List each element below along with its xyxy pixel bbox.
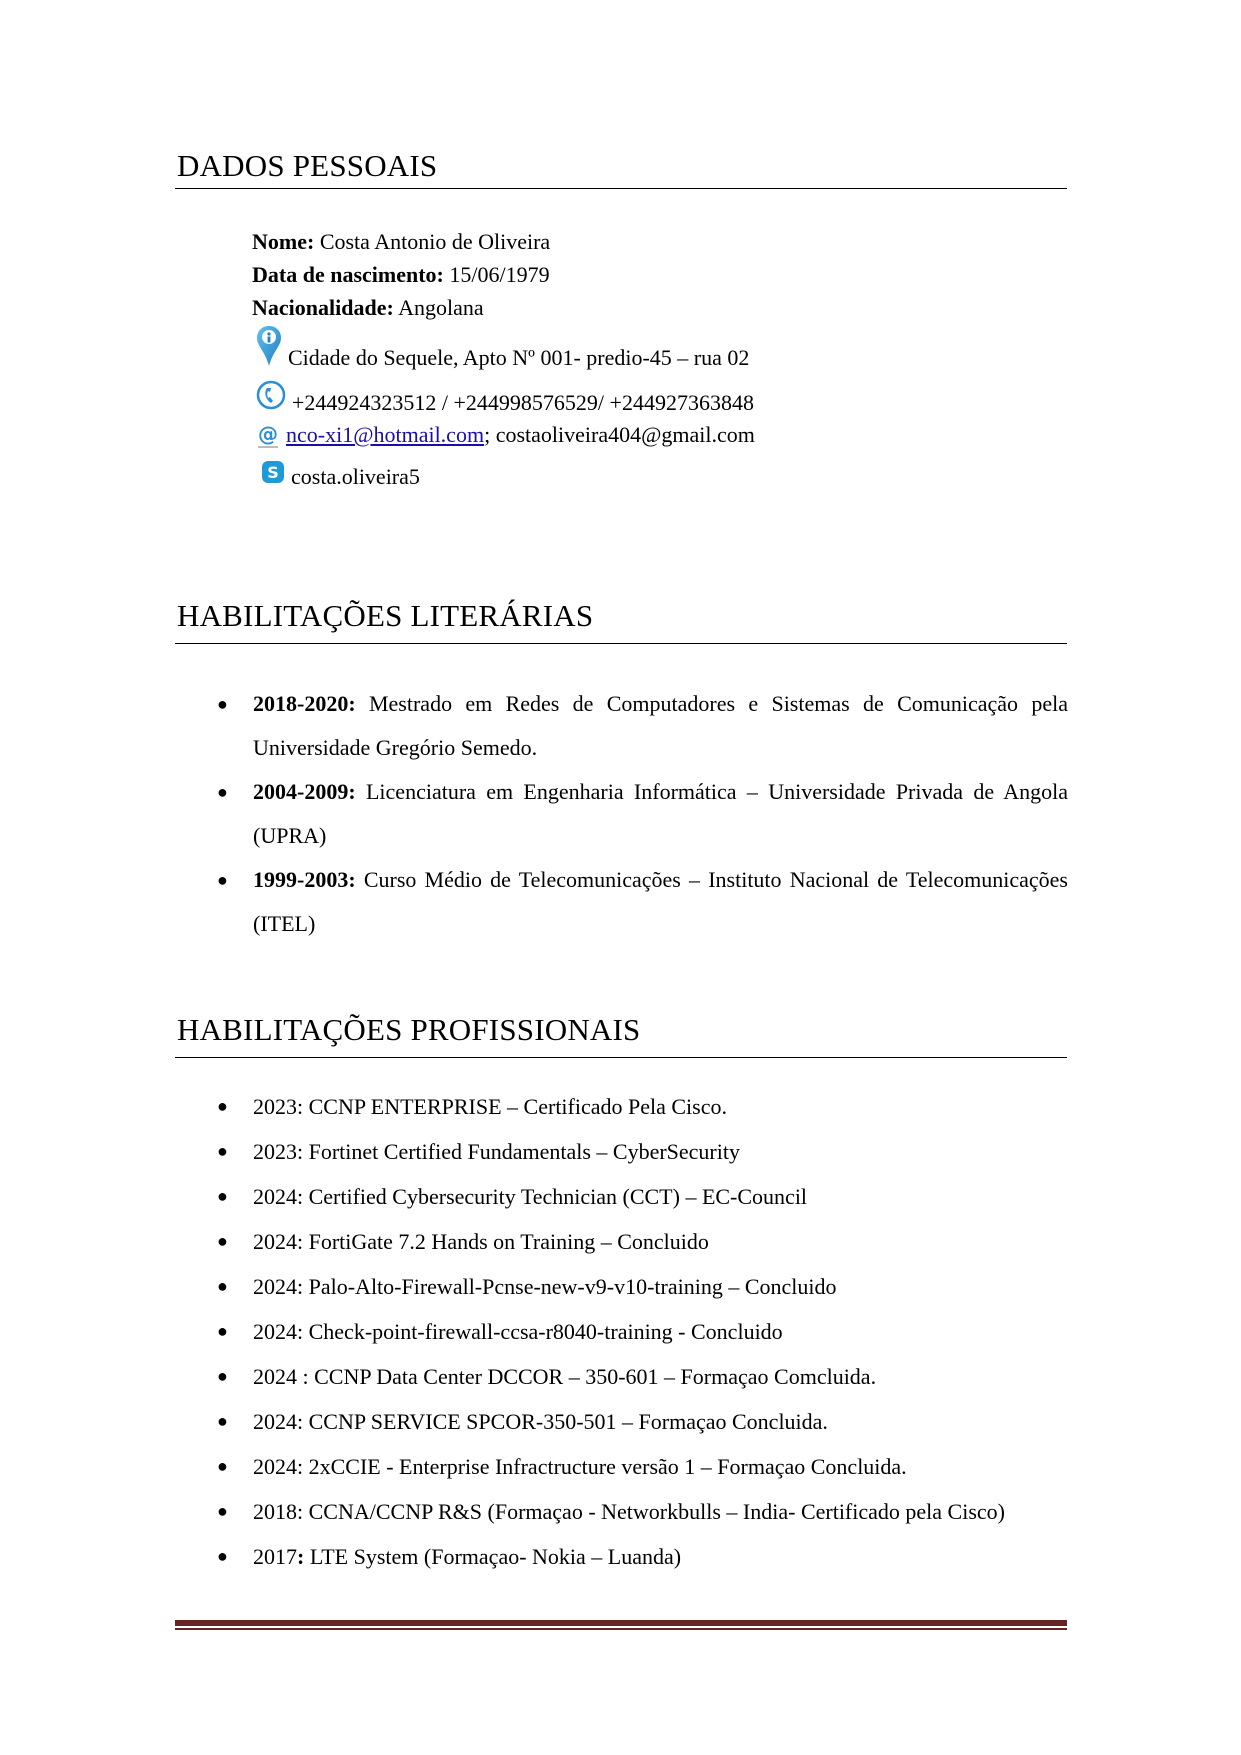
- personal-info: [252, 225, 550, 324]
- email-separator: ;: [484, 422, 496, 447]
- skype-row: [261, 460, 420, 490]
- birth-value: 15/06/1979: [449, 262, 550, 287]
- list-item: [0, 1219, 1068, 1264]
- svg-text:S: S: [267, 463, 279, 482]
- bullet-icon: ●: [217, 1186, 228, 1206]
- list-item: [0, 1174, 1068, 1219]
- nationality-row: [252, 291, 550, 324]
- section-title-personal: DADOS PESSOAIS: [177, 148, 438, 183]
- list-item: [0, 1444, 1068, 1489]
- section-title-professional: HABILITAÇÕES PROFISSIONAIS: [177, 1012, 641, 1047]
- section-rule: [175, 1057, 1067, 1058]
- bullet-icon: ●: [217, 1231, 228, 1251]
- phone-icon: [256, 380, 286, 416]
- section-title-education: HABILITAÇÕES LITERÁRIAS: [177, 598, 594, 633]
- list-item: [0, 1534, 1068, 1579]
- education-list: [0, 682, 1068, 946]
- list-item: [0, 770, 1068, 858]
- certification-text: 2023: Fortinet Certified Fundamentals – CyberSecurity: [253, 1139, 740, 1164]
- list-item: [0, 1084, 1068, 1129]
- location-pin-icon: [256, 325, 282, 373]
- phone-text: +244924323512 / +244998576529/ +244927363848: [292, 390, 754, 415]
- certification-text: 2024: Check-point-firewall-ccsa-r8040-training - Concluido: [253, 1319, 783, 1344]
- list-item: [0, 682, 1068, 770]
- birth-row: [252, 258, 550, 291]
- birth-label: Data de nascimento:: [252, 262, 444, 287]
- bullet-icon: ●: [217, 870, 228, 890]
- education-text: Licenciatura em Engenharia Informática – Universidade Privada de Angola (UPRA): [253, 779, 1068, 848]
- gmail-email-text: costaoliveira404@gmail.com: [495, 422, 755, 447]
- name-row: [252, 225, 550, 258]
- certification-text: 2024: 2xCCIE - Enterprise Infractructure versão 1 – Formaçao Concluida.: [253, 1454, 907, 1479]
- bullet-icon: ●: [217, 782, 228, 802]
- education-text: Curso Médio de Telecomunicações – Instituto Nacional de Telecomunicações (ITEL): [253, 867, 1068, 936]
- certification-text: 2024: Palo-Alto-Firewall-Pcnse-new-v9-v10-training – Concluido: [253, 1274, 837, 1299]
- education-text: Mestrado em Redes de Computadores e Sistemas de Comunicação pela Universidade Gregório Semedo.: [253, 691, 1068, 760]
- phone-row: [256, 380, 754, 416]
- certification-text: 2024 : CCNP Data Center DCCOR – 350-601 – Formaçao Comcluida.: [253, 1364, 877, 1389]
- certification-text: 2024: Certified Cybersecurity Technician (CCT) – EC-Council: [253, 1184, 808, 1209]
- email-row: [258, 422, 755, 448]
- list-item: [0, 1309, 1068, 1354]
- bullet-icon: ●: [217, 694, 228, 714]
- bullet-icon: ●: [217, 1321, 228, 1341]
- section-rule: [175, 643, 1067, 644]
- nationality-value: Angolana: [398, 295, 484, 320]
- bullet-icon: ●: [217, 1366, 228, 1386]
- skype-icon: [261, 460, 285, 490]
- section-rule: [175, 188, 1067, 189]
- name-label: Nome:: [252, 229, 315, 254]
- bullet-icon: ●: [217, 1501, 228, 1521]
- education-years: 2004-2009:: [253, 779, 356, 804]
- email-at-icon: @: [258, 422, 278, 446]
- footer-rule-thin: [175, 1628, 1067, 1630]
- certification-colon: :: [297, 1544, 305, 1569]
- certification-text: 2023: CCNP ENTERPRISE – Certificado Pela Cisco.: [253, 1094, 727, 1119]
- footer-rule: [175, 1620, 1067, 1626]
- certification-text: LTE System (Formaçao- Nokia – Luanda): [304, 1544, 682, 1569]
- certification-year: 2017: [253, 1544, 297, 1569]
- list-item: [0, 1264, 1068, 1309]
- bullet-icon: ●: [217, 1096, 228, 1116]
- nationality-label: Nacionalidade:: [252, 295, 394, 320]
- professional-list: [0, 1084, 1068, 1579]
- list-item: [0, 1399, 1068, 1444]
- list-item: [0, 1129, 1068, 1174]
- bullet-icon: ●: [217, 1141, 228, 1161]
- name-value: Costa Antonio de Oliveira: [319, 229, 551, 254]
- education-years: 2018-2020:: [253, 691, 356, 716]
- list-item: [0, 858, 1068, 946]
- address-text: Cidade do Sequele, Apto Nº 001- predio-45 – rua 02: [288, 345, 750, 370]
- hotmail-email-link[interactable]: nco-xi1@hotmail.com: [286, 422, 485, 447]
- list-item: [0, 1354, 1068, 1399]
- certification-text: 2024: CCNP SERVICE SPCOR-350-501 – Formaçao Concluida.: [253, 1409, 828, 1434]
- bullet-icon: ●: [217, 1456, 228, 1476]
- address-row: [256, 325, 749, 373]
- skype-text: costa.oliveira5: [291, 464, 420, 489]
- certification-text: 2024: FortiGate 7.2 Hands on Training – Concluido: [253, 1229, 709, 1254]
- bullet-icon: ●: [217, 1411, 228, 1431]
- bullet-icon: ●: [217, 1546, 228, 1566]
- bullet-icon: ●: [217, 1276, 228, 1296]
- certification-text: 2018: CCNA/CCNP R&S (Formaçao - Networkbulls – India- Certificado pela Cisco): [253, 1499, 1005, 1524]
- list-item: [0, 1489, 1068, 1534]
- education-years: 1999-2003:: [253, 867, 356, 892]
